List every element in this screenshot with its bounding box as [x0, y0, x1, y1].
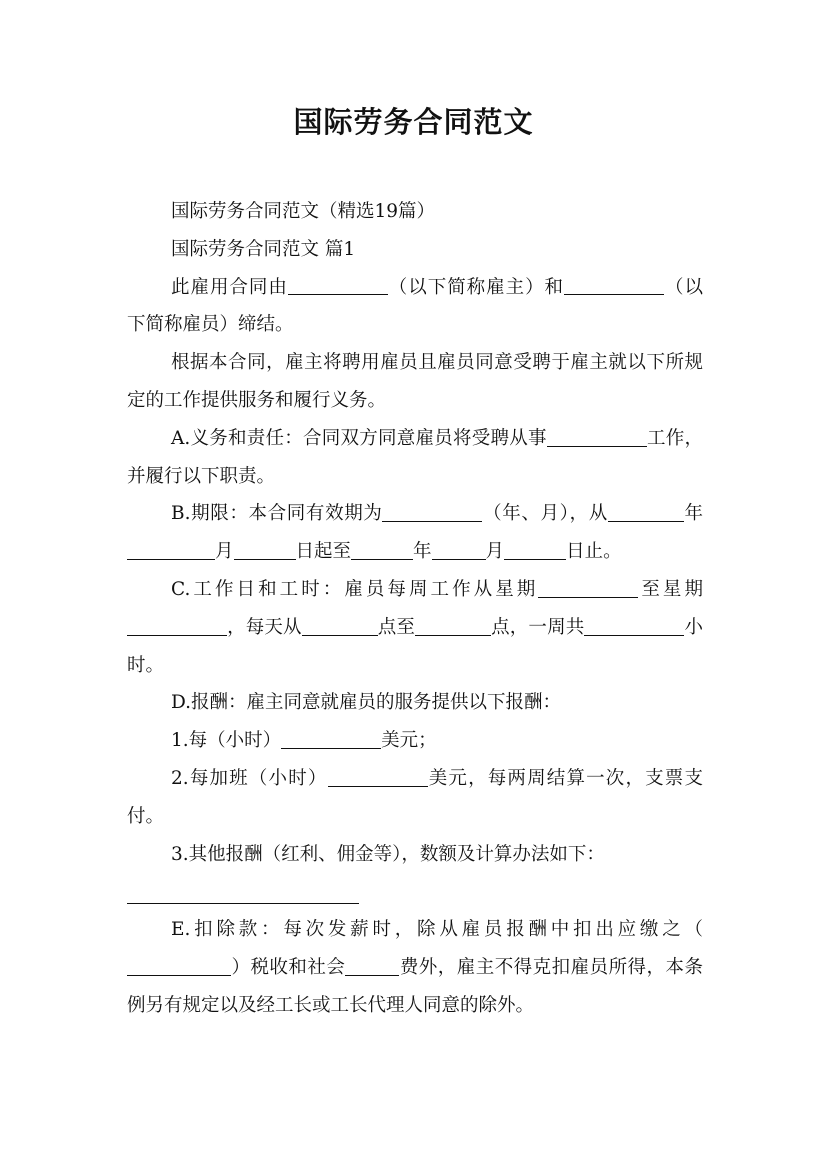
text: 1.每（小时） — [171, 730, 282, 752]
text: 月 — [485, 541, 505, 563]
paragraph-other-pay: 3.其他报酬（红利、佣金等），数额及计算办法如下： — [171, 843, 605, 865]
text: 至星期 — [638, 578, 703, 600]
text: 年 — [413, 541, 432, 563]
paragraph-duties — [127, 420, 703, 496]
hour-from-blank — [302, 615, 378, 635]
hour-to-blank — [415, 615, 491, 635]
term-blank — [382, 502, 482, 522]
social-fee-blank — [345, 955, 399, 975]
text: （以下简称雇员）缔结。 — [127, 276, 703, 336]
paragraph-pay: D.报酬：雇主同意就雇员的服务提供以下报酬： — [171, 692, 562, 714]
weekday-from-blank — [538, 577, 638, 597]
text: C.工作日和工时：雇员每周工作从星期 — [171, 578, 539, 600]
text: ，每天从 — [227, 616, 302, 638]
text: 年 — [683, 503, 703, 525]
text: 日起至 — [295, 541, 352, 563]
text: （以下简称雇主）和 — [387, 276, 565, 298]
subtitle: 国际劳务合同范文（精选19篇） — [171, 201, 436, 222]
text: 2.每加班（小时） — [171, 767, 328, 789]
document-title: 国际劳务合同范文 — [293, 105, 534, 139]
paragraph-parties — [127, 269, 703, 345]
text: 点至 — [377, 616, 416, 638]
text: 工作，并履行以下职责。 — [127, 427, 703, 487]
text: 美元，每两周结算一次，支票支付。 — [127, 767, 703, 827]
text: E.扣除款：每次发薪时，除从雇员报酬中扣出应缴之（ — [171, 919, 703, 941]
end-month-blank — [432, 540, 486, 560]
end-year-blank — [351, 540, 413, 560]
text: 月 — [215, 541, 234, 563]
start-year-blank-a — [608, 502, 684, 522]
paragraph-term — [127, 495, 703, 571]
other-pay-blank — [127, 883, 359, 903]
paragraph-agreement: 根据本合同，雇主将聘用雇员且雇员同意受聘于雇主就以下所规定的工作提供服务和履行义务。 — [127, 352, 703, 411]
end-day-blank — [504, 540, 566, 560]
tax-blank — [127, 955, 231, 975]
paragraph-hourly-pay — [127, 722, 703, 760]
employer-blank — [288, 275, 388, 295]
text: 此雇用合同由 — [171, 276, 288, 298]
start-year-blank — [127, 540, 215, 560]
paragraph-deductions — [127, 911, 703, 1024]
start-month-blank — [234, 540, 296, 560]
text: 点，一周共 — [491, 616, 585, 638]
text: 小时。 — [127, 616, 703, 676]
section-heading: 国际劳务合同范文 篇1 — [171, 238, 356, 260]
job-blank — [547, 426, 647, 446]
text: ）税收和社会 — [231, 956, 346, 978]
other-pay-blank-line — [127, 873, 703, 911]
weekday-to-blank — [127, 615, 227, 635]
employee-blank — [564, 275, 664, 295]
text: 费外，雇主不得克扣雇员所得，本条例另有规定以及经工长或工长代理人同意的除外。 — [127, 956, 703, 1016]
hourly-rate-blank — [281, 729, 381, 749]
overtime-rate-blank — [328, 766, 428, 786]
document-body — [127, 193, 703, 1025]
text: A.义务和责任：合同双方同意雇员将受聘从事 — [171, 427, 547, 449]
weekly-hours-blank — [584, 615, 684, 635]
text: 日止。 — [566, 541, 622, 563]
text: B.期限：本合同有效期为 — [171, 503, 383, 525]
paragraph-hours — [127, 571, 703, 684]
text: 美元； — [381, 730, 437, 752]
text: （年、月），从 — [482, 503, 608, 525]
paragraph-overtime-pay — [127, 760, 703, 836]
